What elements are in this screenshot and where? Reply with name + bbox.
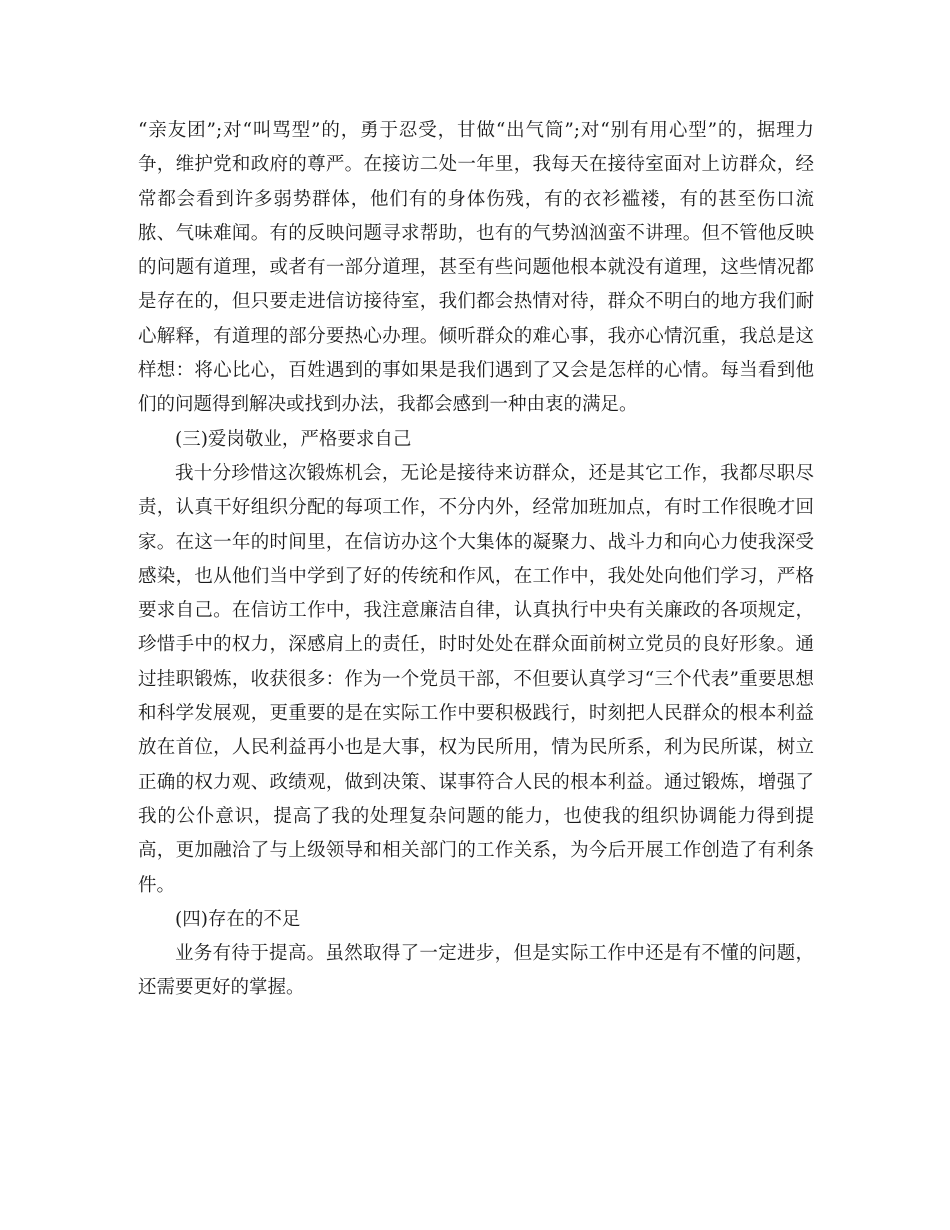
section-heading-shortcomings: (四)存在的不足 bbox=[175, 908, 301, 930]
section-heading-dedication: (三)爱岗敬业，严格要求自己 bbox=[175, 428, 412, 450]
paragraph-intake-attitude: “亲友团”;对“叫骂型”的，勇于忍受，甘做“出气筒”;对“别有用心型”的，据理力争，维护党和政府的尊严。在接访二处一年里，我每天在接待室面对上访群众，经常都会看到许多弱势群体，他们有的身体伤残，有的衣衫褴褛，有的甚至伤口流脓、气味难闻。有的反映问题寻求帮助，也有的气势汹汹蛮不讲理。但不管他反映的问题有道理，或者有一部分道理，甚至有些问题他根本就没有道理，这些情况都是存在的，但只要走进信访接待室，我们都会热情对待，群众不明白的地方我们耐心解释，有道理的部分要热心办理。倾听群众的难心事，我亦心情沉重，我总是这样想：将心比心，百姓遇到的事如果是我们遇到了又会是怎样的心情。每当看到他们的问题得到解决或找到办法，我都会感到一种由衷的满足。 bbox=[138, 120, 814, 416]
paragraph-shortcomings: 业务有待于提高。虽然取得了一定进步，但是实际工作中还是有不懂的问题，还需要更好的掌握。 bbox=[138, 943, 814, 999]
paragraph-dedication: 我十分珍惜这次锻炼机会，无论是接待来访群众，还是其它工作，我都尽职尽责，认真干好组织分配的每项工作，不分内外，经常加班加点，有时工作很晚才回家。在这一年的时间里，在信访办这个大集体的凝聚力、战斗力和向心力使我深受感染，也从他们当中学到了好的传统和作风，在工作中，我处处向他们学习，严格要求自己。在信访工作中，我注意廉洁自律，认真执行中央有关廉政的各项规定，珍惜手中的权力，深感肩上的责任，时时处处在群众面前树立党员的良好形象。通过挂职锻炼，收获很多：作为一个党员干部，不但要认真学习“三个代表”重要思想和科学发展观，更重要的是在实际工作中要积极践行，时刻把人民群众的根本利益放在首位，人民利益再小也是大事，权为民所用，情为民所系，利为民所谋，树立正确的权力观、政绩观，做到决策、谋事符合人民的根本利益。通过锻炼，增强了我的公仆意识，提高了我的处理复杂问题的能力，也使我的组织协调能力得到提高，更加融洽了与上级领导和相关部门的工作关系，为今后开展工作创造了有利条件。 bbox=[138, 462, 814, 896]
document-body bbox=[138, 114, 814, 1006]
